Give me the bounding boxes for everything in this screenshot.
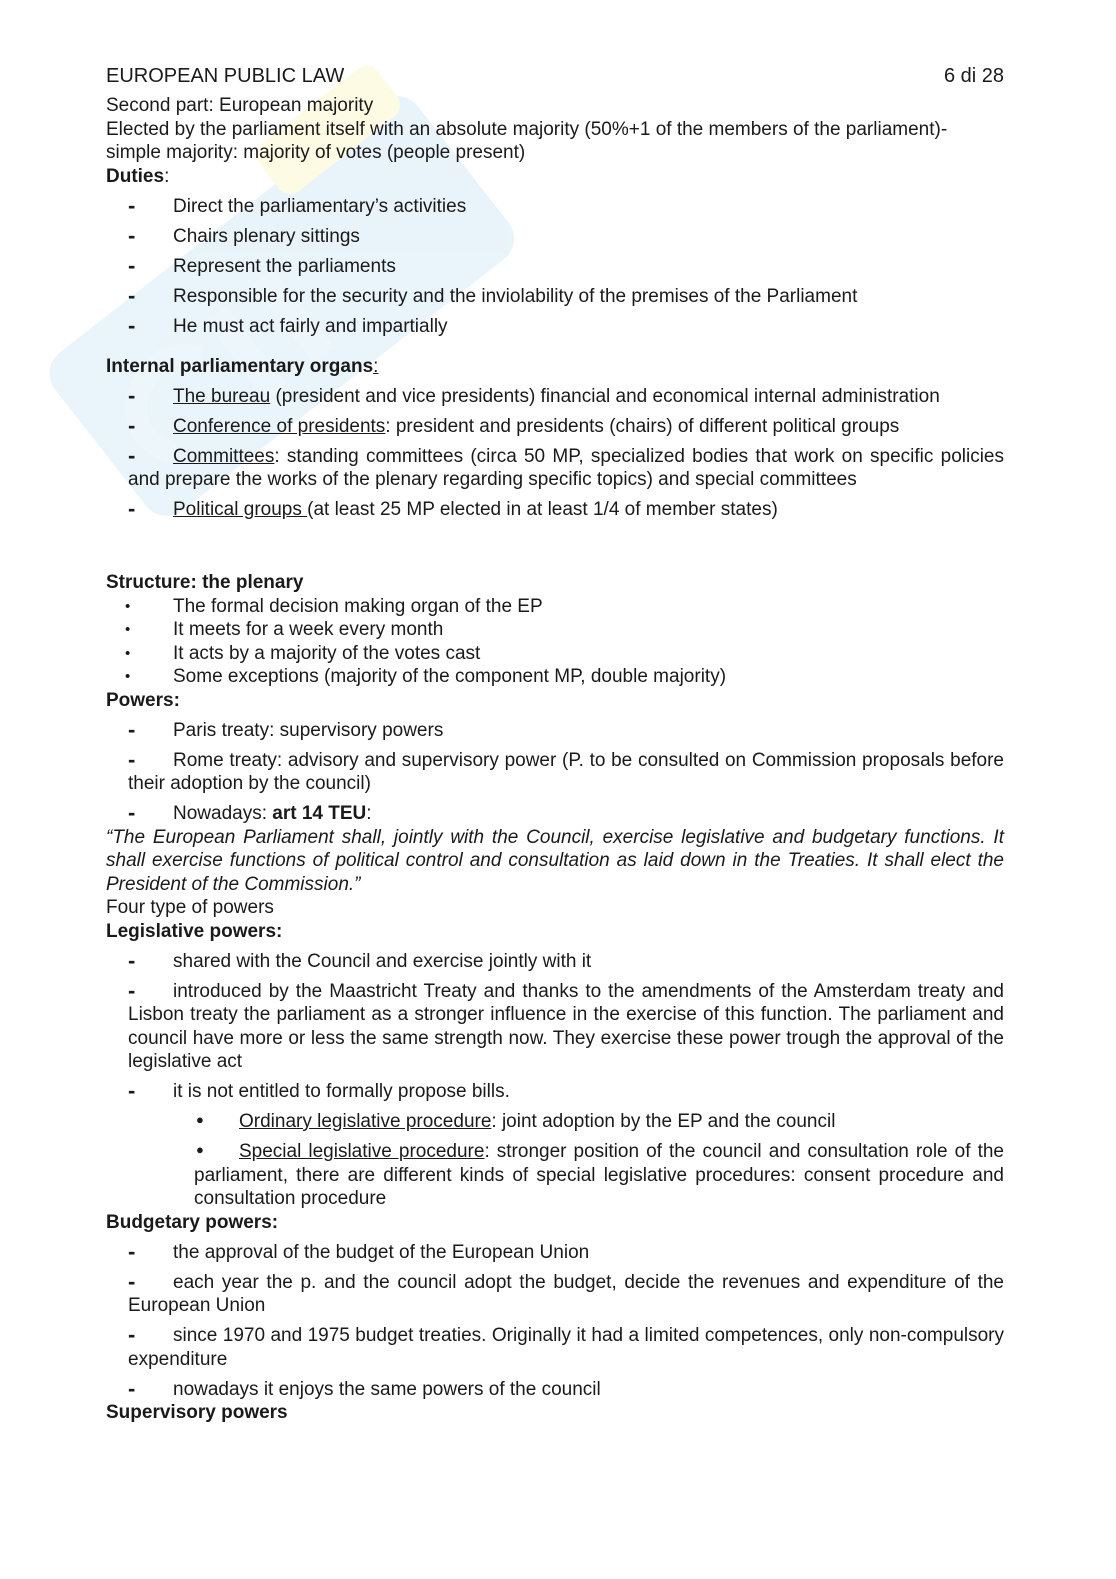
- plenary-heading: Structure: the plenary: [106, 572, 304, 593]
- list-item: - Rome treaty: advisory and supervisory power (P. to be consulted on Commission proposals before their adoption by the council): [106, 749, 1004, 796]
- list-item: • It meets for a week every month: [106, 618, 1004, 642]
- budgetary-heading: Budgetary powers:: [106, 1211, 279, 1233]
- legislative-list: [106, 950, 1004, 1104]
- powers-heading: Powers:: [106, 689, 180, 711]
- list-item: • It acts by a majority of the votes cast: [106, 642, 1004, 666]
- legislative-heading: Legislative powers:: [106, 920, 283, 942]
- list-item: ● Special legislative procedure: stronger position of the council and consultation role of the parliament, there are different kinds of special legislative procedures: consent procedure and consultation procedure: [106, 1140, 1004, 1211]
- list-item: - Conference of presidents: president and presidents (chairs) of different political groups: [106, 415, 1004, 439]
- list-item: - each year the p. and the council adopt the budget, decide the revenues and expenditure of the European Union: [106, 1271, 1004, 1318]
- list-item: - Responsible for the security and the inviolability of the premises of the Parliament: [106, 285, 1004, 309]
- supervisory-heading: Supervisory powers: [106, 1402, 288, 1423]
- four-types-line: Four type of powers: [106, 897, 274, 918]
- list-item: - shared with the Council and exercise jointly with it: [106, 950, 1004, 974]
- budgetary-list: [106, 1241, 1004, 1402]
- list-item: - Chairs plenary sittings: [106, 225, 1004, 249]
- list-item: - introduced by the Maastricht Treaty and thanks to the amendments of the Amsterdam treaty and Lisbon treaty the parliament as a stronger influence in the exercise of this function. The parliament and council have more or less the same strength now. They exercise these power trough the approval of the legislative act: [106, 980, 1004, 1074]
- document-page: [106, 62, 1004, 1425]
- powers-list: [106, 719, 1004, 826]
- duties-list: [106, 195, 1004, 339]
- list-item: - nowadays it enjoys the same powers of the council: [106, 1378, 1004, 1402]
- list-item: • The formal decision making organ of the EP: [106, 595, 1004, 619]
- document-title: EUROPEAN PUBLIC LAW: [106, 65, 345, 87]
- page-header: [106, 62, 1004, 90]
- list-item: - since 1970 and 1975 budget treaties. Originally it had a limited competences, only non-compulsory expenditure: [106, 1324, 1004, 1371]
- intro-line: simple majority: majority of votes (people present): [106, 142, 526, 163]
- list-item: - Represent the parliaments: [106, 255, 1004, 279]
- list-item: - He must act fairly and impartially: [106, 315, 1004, 339]
- list-item: - it is not entitled to formally propose bills.: [106, 1080, 1004, 1104]
- list-item: - the approval of the budget of the European Union: [106, 1241, 1004, 1265]
- list-item: - Committees: standing committees (circa 50 MP, specialized bodies that work on specific policies and prepare the works of the plenary regarding specific topics) and special committees: [106, 445, 1004, 492]
- list-item: ● Ordinary legislative procedure: joint adoption by the EP and the council: [106, 1110, 1004, 1134]
- intro-line: Second part: European majority: [106, 95, 374, 116]
- page-number: 6 di 28: [943, 65, 1004, 87]
- organs-list: [106, 385, 1004, 522]
- list-item: - Direct the parliamentary’s activities: [106, 195, 1004, 219]
- list-item: - The bureau (president and vice presidents) financial and economical internal administration: [106, 385, 1004, 409]
- list-item: - Political groups (at least 25 MP elected in at least 1/4 of member states): [106, 498, 1004, 522]
- plenary-list: [106, 595, 1004, 689]
- organs-heading: Internal parliamentary organs:: [106, 355, 379, 377]
- list-item: - Paris treaty: supervisory powers: [106, 719, 1004, 743]
- intro-line: Elected by the parliament itself with an absolute majority (50%+1 of the members of the parliament)-: [106, 118, 948, 140]
- list-item: - Nowadays: art 14 TEU:: [106, 802, 1004, 826]
- treaty-quote: “The European Parliament shall, jointly with the Council, exercise legislative and budgetary functions. It shall exercise functions of political control and consultation as laid down in the Treaties. It shall elect the President of the Commission.”: [106, 826, 1004, 895]
- list-item: • Some exceptions (majority of the component MP, double majority): [106, 665, 1004, 689]
- procedure-list: [106, 1110, 1004, 1211]
- duties-heading: Duties:: [106, 165, 170, 187]
